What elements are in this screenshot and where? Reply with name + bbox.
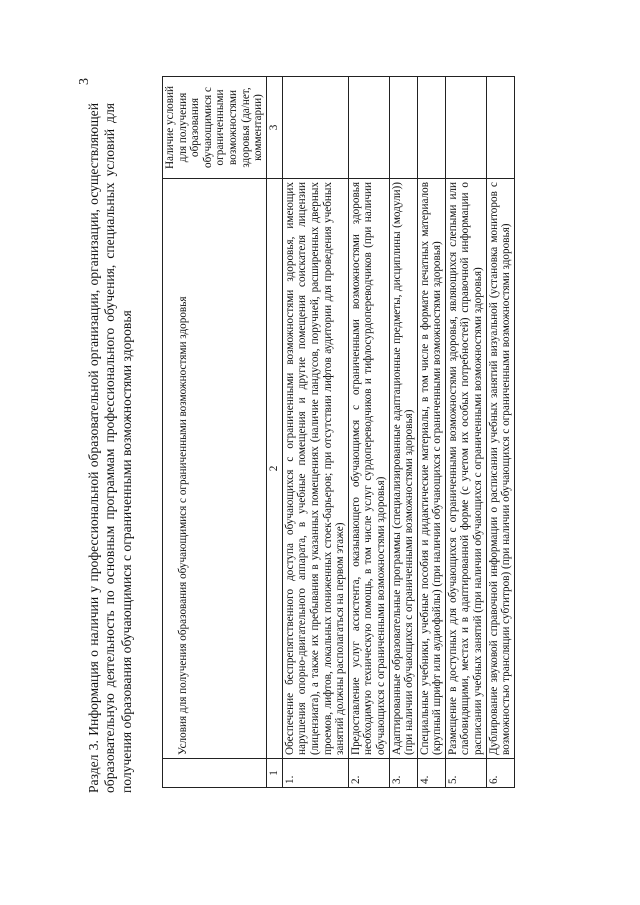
availability-value [348, 77, 389, 179]
section-title: Раздел 3. Информация о наличии у профессиональной образовательной организации, организации, осуществляющей образовательную деятельность по основным программам профессионального обучения, специальных условий для получения образования обучающимися с ограниченными возможностями здоровья [86, 103, 134, 793]
page-number: 3 [77, 78, 92, 85]
condition-text: Обеспечение беспрепятственного доступа обучающихся с ограниченными возможностями здоровья, имеющих нарушения опорно-двигательного аппарата, в учебные помещения и другие помещения соискателя лицензии (лицензиата), а также их пребывания в указанных помещениях (наличие пандусов, поручней, расширенных дверных проемов, лифтов, локальных пониженных стоек-барьеров; при отсутствии лифтов аудитории для проведения учебных занятий должны располагаться на первом этаже) [282, 179, 348, 759]
table-row [445, 77, 486, 788]
table-row [389, 77, 417, 788]
table-header-row [163, 77, 267, 788]
condition-text: Адаптированные образовательные программы (специализированные адаптационные предметы, дисциплины (модули)) (при наличии обучающихся с ограниченными возможностями здоровья) [389, 179, 417, 759]
table-row [348, 77, 389, 788]
row-number: 4. [417, 759, 445, 788]
column-number: 2 [266, 179, 282, 759]
availability-value [389, 77, 417, 179]
table-row [282, 77, 348, 788]
column-number: 3 [266, 77, 282, 179]
row-number: 3. [389, 759, 417, 788]
condition-text: Размещение в доступных для обучающихся с ограниченными возможностями здоровья, являющихся слепыми или слабовидящими, местах и в адаптированной форме (с учетом их особых потребностей) справочной информации о расписании учебных занятий (при наличии обучающихся с ограниченными возможностями здоровья) [445, 179, 486, 759]
availability-value [486, 77, 514, 179]
column-number: 1 [266, 759, 282, 788]
table-row [486, 77, 514, 788]
column-number-row [266, 77, 282, 788]
condition-text: Дублирование звуковой справочной информации о расписании учебных занятий визуальной (установка мониторов с возможностью трансляции субтитров) (при наличии обучающихся с ограниченными возможностями здоровья) [486, 179, 514, 759]
availability-value [282, 77, 348, 179]
availability-value [445, 77, 486, 179]
conditions-table [162, 76, 515, 788]
row-number: 6. [486, 759, 514, 788]
row-number: 1. [282, 759, 348, 788]
header-condition-cell: Условия для получения образования обучающимися с ограниченными возможностями здоровья [163, 179, 267, 759]
condition-text: Специальные учебники, учебные пособия и дидактические материалы, в том числе в формате печатных материалов (крупный шрифт или аудиофайлы) (при наличии обучающихся с ограниченными возможностями здоровья) [417, 179, 445, 759]
table-row [417, 77, 445, 788]
header-availability-cell: Наличие условий для получения образования обучающимися с ограниченными возможностями здоровья (да/нет, комментарии) [163, 77, 267, 179]
row-number: 2. [348, 759, 389, 788]
header-num-cell [163, 759, 267, 788]
condition-text: Предоставление услуг ассистента, оказывающего обучающимся с ограниченными возможностями здоровья необходимую техническую помощь, в том числе услуг сурдопереводчиков и тифлосурдопереводчиков (при наличии обучающихся с ограниченными возможностями здоровья) [348, 179, 389, 759]
availability-value [417, 77, 445, 179]
row-number: 5. [445, 759, 486, 788]
